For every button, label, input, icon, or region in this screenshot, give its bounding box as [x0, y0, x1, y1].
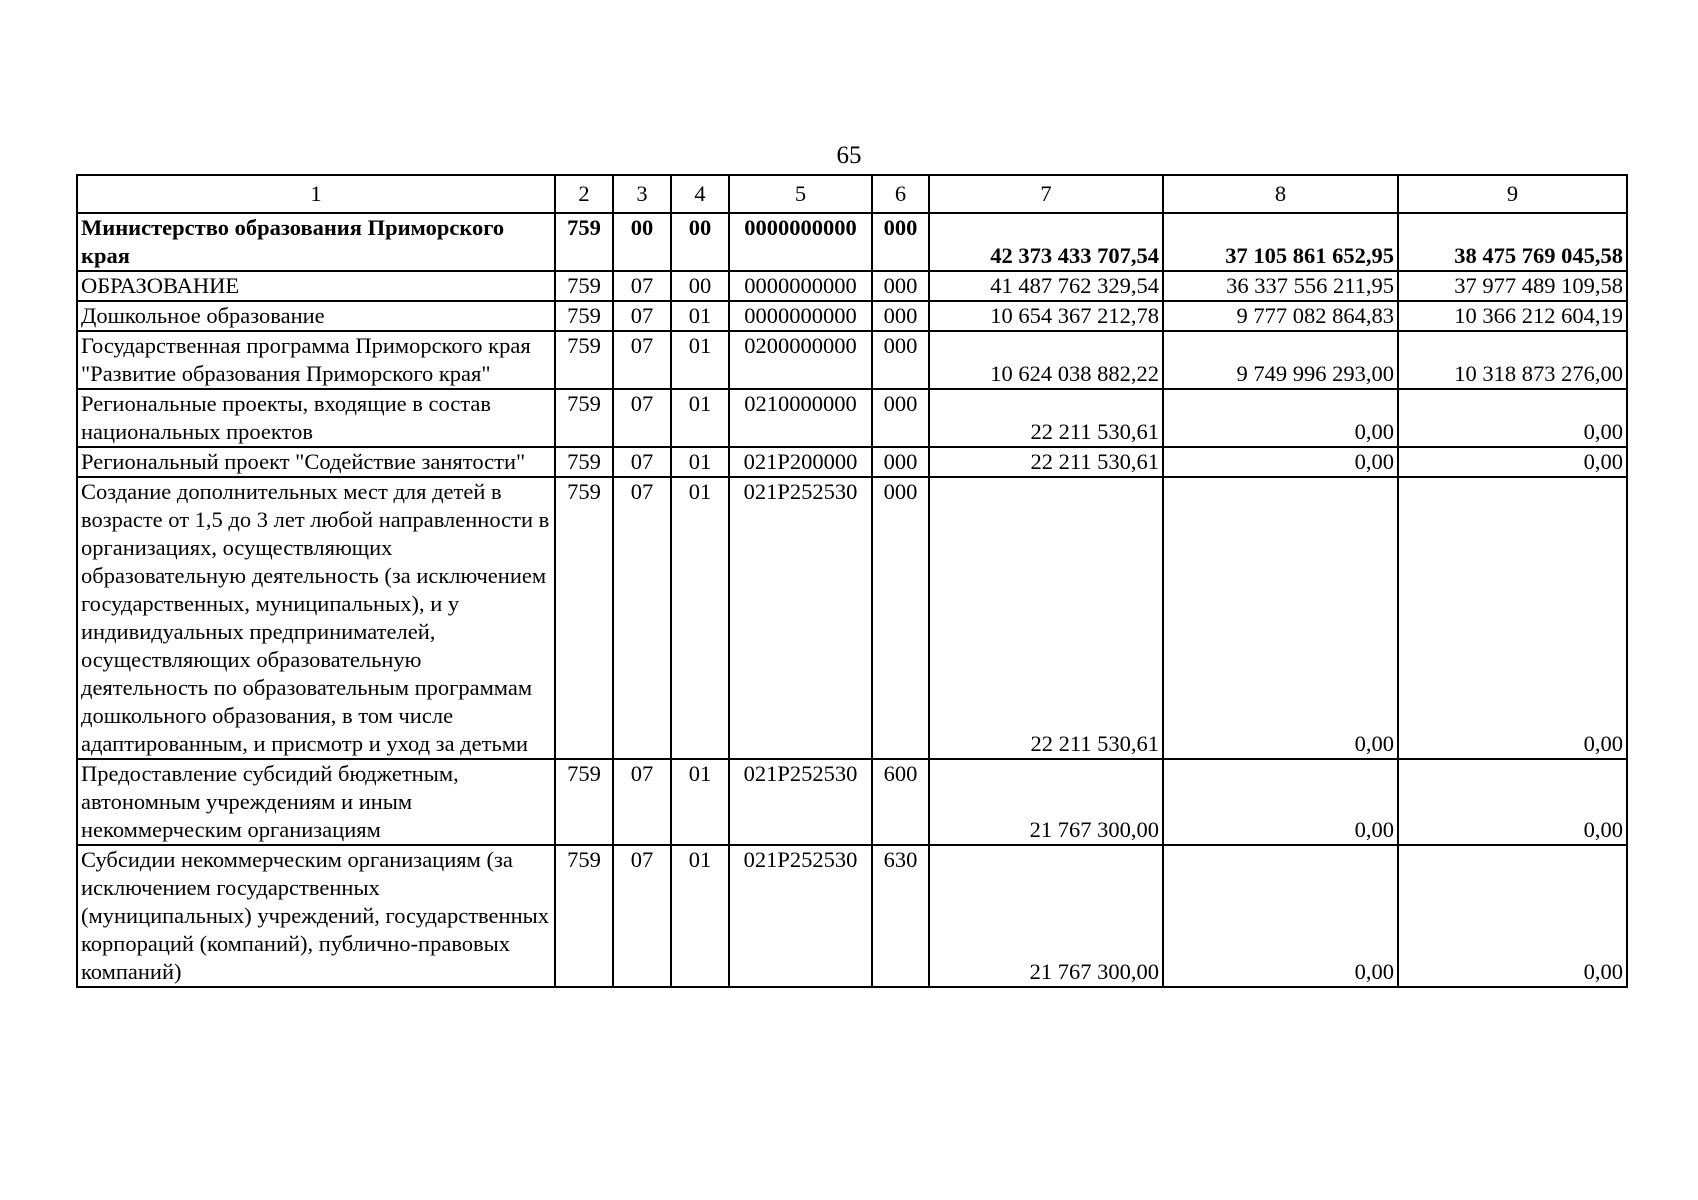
- row-code-4: 01: [671, 447, 729, 477]
- row-amount-9: 0,00: [1398, 389, 1627, 447]
- row-amount-8: 0,00: [1163, 447, 1398, 477]
- row-amount-7: 22 211 530,61: [929, 477, 1163, 759]
- row-name: Государственная программа Приморского края "Развитие образования Приморского края": [77, 331, 555, 389]
- column-header-3: 3: [613, 175, 671, 213]
- row-code-3: 07: [613, 477, 671, 759]
- row-amount-9: 0,00: [1398, 447, 1627, 477]
- column-header-2: 2: [555, 175, 613, 213]
- row-code-4: 01: [671, 331, 729, 389]
- row-code-3: 07: [613, 845, 671, 987]
- column-header-5: 5: [729, 175, 872, 213]
- row-amount-9: 10 318 873 276,00: [1398, 331, 1627, 389]
- row-code-5: 021P252530: [729, 477, 872, 759]
- table-body: [77, 175, 1627, 987]
- row-amount-9: 0,00: [1398, 845, 1627, 987]
- row-code-2: 759: [555, 845, 613, 987]
- table-row: [77, 477, 1627, 759]
- row-code-3: 07: [613, 271, 671, 301]
- column-header-7: 7: [929, 175, 1163, 213]
- row-code-4: 00: [671, 271, 729, 301]
- row-code-6: 000: [872, 301, 929, 331]
- row-amount-8: 9 777 082 864,83: [1163, 301, 1398, 331]
- row-code-6: 600: [872, 759, 929, 845]
- row-code-3: 07: [613, 331, 671, 389]
- row-code-4: 00: [671, 213, 729, 271]
- row-code-5: 021P252530: [729, 759, 872, 845]
- row-code-2: 759: [555, 477, 613, 759]
- row-code-5: 0200000000: [729, 331, 872, 389]
- row-amount-8: 0,00: [1163, 845, 1398, 987]
- row-code-5: 021P252530: [729, 845, 872, 987]
- row-code-6: 000: [872, 271, 929, 301]
- column-header-8: 8: [1163, 175, 1398, 213]
- table-row: [77, 447, 1627, 477]
- row-code-3: 07: [613, 447, 671, 477]
- row-code-4: 01: [671, 389, 729, 447]
- row-amount-7: 21 767 300,00: [929, 845, 1163, 987]
- row-code-3: 07: [613, 759, 671, 845]
- row-amount-7: 42 373 433 707,54: [929, 213, 1163, 271]
- column-header-6: 6: [872, 175, 929, 213]
- row-code-3: 00: [613, 213, 671, 271]
- column-header-1: 1: [77, 175, 555, 213]
- row-name: Министерство образования Приморского края: [77, 213, 555, 271]
- column-header-4: 4: [671, 175, 729, 213]
- row-amount-9: 38 475 769 045,58: [1398, 213, 1627, 271]
- row-amount-7: 41 487 762 329,54: [929, 271, 1163, 301]
- row-code-3: 07: [613, 389, 671, 447]
- row-code-5: 021P200000: [729, 447, 872, 477]
- row-amount-7: 10 654 367 212,78: [929, 301, 1163, 331]
- row-name: Субсидии некоммерческим организациям (за исключением государственных (муниципальных) учреждений, государственных корпораций (компаний), публично-правовых компаний): [77, 845, 555, 987]
- row-amount-7: 10 624 038 882,22: [929, 331, 1163, 389]
- row-code-5: 0210000000: [729, 389, 872, 447]
- budget-table: [76, 174, 1628, 988]
- row-name: ОБРАЗОВАНИЕ: [77, 271, 555, 301]
- row-code-2: 759: [555, 213, 613, 271]
- row-amount-7: 21 767 300,00: [929, 759, 1163, 845]
- row-code-3: 07: [613, 301, 671, 331]
- row-amount-8: 9 749 996 293,00: [1163, 331, 1398, 389]
- column-header-9: 9: [1398, 175, 1627, 213]
- row-code-4: 01: [671, 301, 729, 331]
- row-code-5: 0000000000: [729, 271, 872, 301]
- header-row: [77, 175, 1627, 213]
- row-code-6: 000: [872, 447, 929, 477]
- row-code-6: 000: [872, 389, 929, 447]
- row-amount-9: 0,00: [1398, 477, 1627, 759]
- row-code-6: 000: [872, 477, 929, 759]
- table-row: [77, 845, 1627, 987]
- row-code-6: 000: [872, 331, 929, 389]
- row-code-5: 0000000000: [729, 213, 872, 271]
- row-name: Региональные проекты, входящие в состав национальных проектов: [77, 389, 555, 447]
- row-amount-8: 0,00: [1163, 389, 1398, 447]
- table-row: [77, 271, 1627, 301]
- row-amount-8: 37 105 861 652,95: [1163, 213, 1398, 271]
- row-name: Создание дополнительных мест для детей в возрасте от 1,5 до 3 лет любой направленности в организациях, осуществляющих образовательную деятельность (за исключением государственных, муниципальных), и у индивидуальных предпринимателей, осуществляющих образовательную деятельность по образовательным программам дошкольного образования, в том числе адаптированным, и присмотр и уход за детьми: [77, 477, 555, 759]
- row-code-2: 759: [555, 389, 613, 447]
- row-name: Региональный проект "Содействие занятости": [77, 447, 555, 477]
- row-code-2: 759: [555, 271, 613, 301]
- row-amount-9: 37 977 489 109,58: [1398, 271, 1627, 301]
- row-amount-8: 0,00: [1163, 759, 1398, 845]
- row-code-4: 01: [671, 477, 729, 759]
- row-code-2: 759: [555, 759, 613, 845]
- row-code-2: 759: [555, 447, 613, 477]
- table-row: [77, 389, 1627, 447]
- table-row: [77, 213, 1627, 271]
- row-code-4: 01: [671, 759, 729, 845]
- row-code-6: 630: [872, 845, 929, 987]
- row-amount-8: 36 337 556 211,95: [1163, 271, 1398, 301]
- table-row: [77, 759, 1627, 845]
- page-number: 65: [836, 142, 862, 169]
- row-code-2: 759: [555, 301, 613, 331]
- row-name: Предоставление субсидий бюджетным, автономным учреждениям и иным некоммерческим организациям: [77, 759, 555, 845]
- row-amount-8: 0,00: [1163, 477, 1398, 759]
- row-name: Дошкольное образование: [77, 301, 555, 331]
- row-code-2: 759: [555, 331, 613, 389]
- row-amount-7: 22 211 530,61: [929, 447, 1163, 477]
- row-amount-7: 22 211 530,61: [929, 389, 1163, 447]
- row-amount-9: 0,00: [1398, 759, 1627, 845]
- row-code-5: 0000000000: [729, 301, 872, 331]
- table-row: [77, 331, 1627, 389]
- table-row: [77, 301, 1627, 331]
- row-code-4: 01: [671, 845, 729, 987]
- row-amount-9: 10 366 212 604,19: [1398, 301, 1627, 331]
- row-code-6: 000: [872, 213, 929, 271]
